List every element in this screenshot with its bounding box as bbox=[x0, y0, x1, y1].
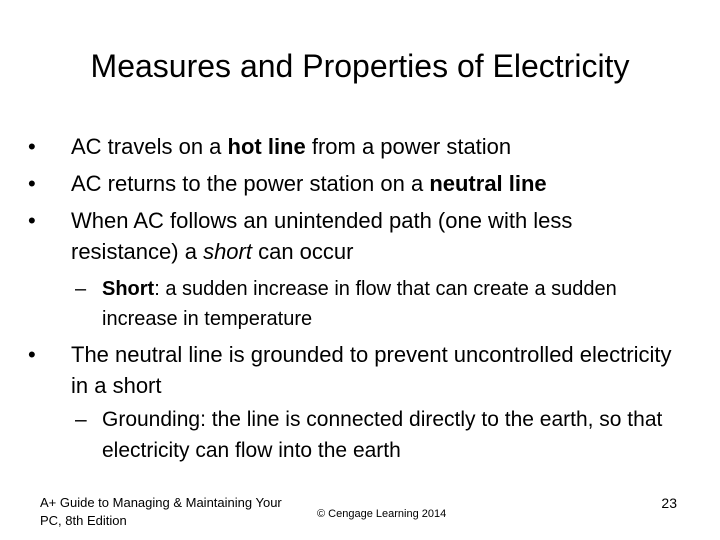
bullet-text bbox=[71, 168, 688, 199]
bullet-text-part: from a power station bbox=[305, 134, 512, 159]
sub-bullet-grounding-definition bbox=[75, 404, 675, 466]
sub-bullet-text: Grounding: the line is connected directly to the earth, so that electricity can flow into the earth bbox=[102, 408, 663, 462]
sub-bullet-text bbox=[102, 274, 645, 334]
bullet-icon: • bbox=[28, 171, 36, 196]
bullet-neutral-grounded bbox=[28, 339, 678, 401]
bullet-short bbox=[28, 205, 668, 267]
sub-bullet-icon: – bbox=[75, 408, 87, 431]
bullet-bold-term: neutral line bbox=[429, 171, 547, 196]
sub-bullet-icon: – bbox=[75, 278, 87, 300]
bullet-icon: • bbox=[28, 134, 36, 159]
bullet-icon: • bbox=[28, 342, 36, 367]
bullet-text-part: AC travels on a bbox=[71, 134, 228, 159]
bullet-text bbox=[71, 131, 688, 162]
bullet-italic-term: short bbox=[203, 239, 252, 264]
footer-book-title: A+ Guide to Managing & Maintaining Your PC, 8th Edition bbox=[40, 495, 282, 528]
bullet-text: The neutral line is grounded to prevent uncontrolled electricity in a short bbox=[71, 342, 672, 398]
bullet-text bbox=[71, 205, 668, 267]
bullet-bold-term: hot line bbox=[227, 134, 306, 159]
bullet-neutral-line bbox=[28, 168, 688, 199]
bullet-icon: • bbox=[28, 208, 36, 233]
sub-bullet-text-part: : a sudden increase in flow that can create a sudden increase in temperature bbox=[102, 278, 617, 330]
sub-bullet-bold-term: Short bbox=[102, 278, 155, 300]
bullet-text-part: can occur bbox=[251, 239, 354, 264]
sub-bullet-short-definition bbox=[75, 274, 645, 334]
bullet-hot-line bbox=[28, 131, 688, 162]
bullet-text-part: AC returns to the power station on a bbox=[71, 171, 430, 196]
bullet-text-part: When AC follows an unintended path (one with less resistance) a bbox=[71, 208, 573, 264]
slide-title: Measures and Properties of Electricity bbox=[90, 48, 630, 84]
footer-copyright: © Cengage Learning 2014 bbox=[317, 508, 447, 520]
footer-page-number: 23 bbox=[661, 495, 677, 511]
